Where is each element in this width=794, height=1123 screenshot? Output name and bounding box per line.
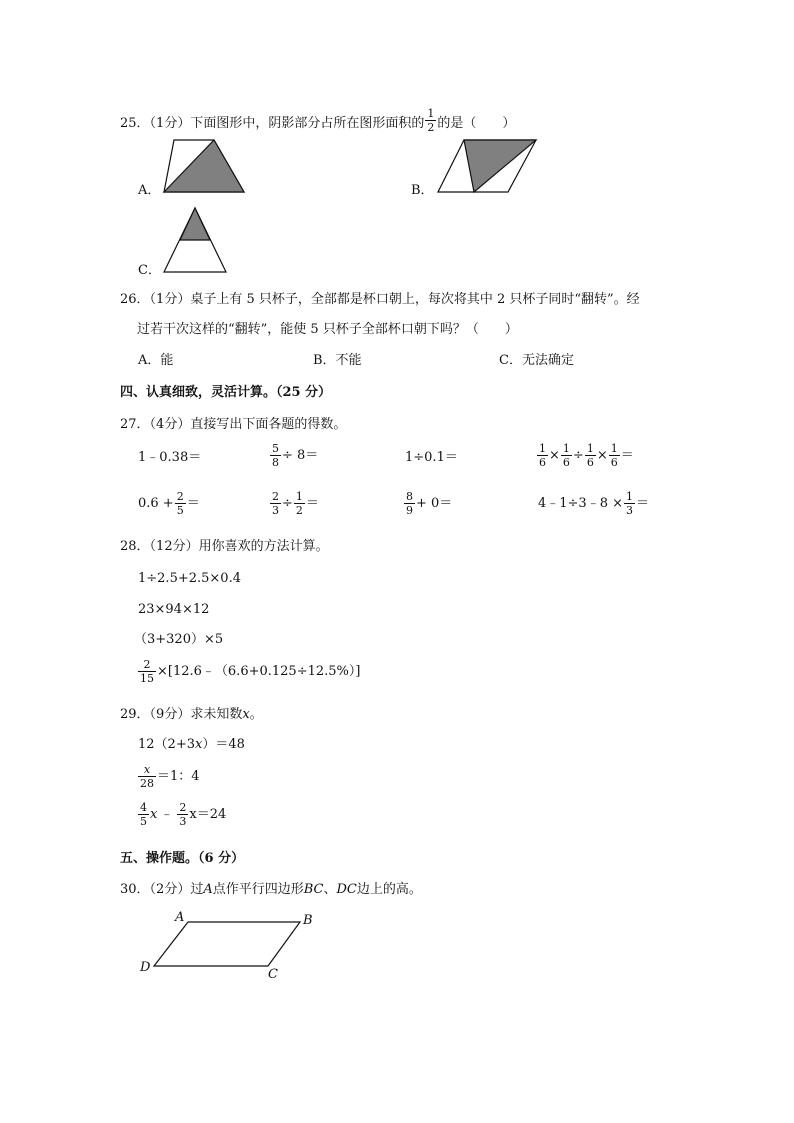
q26-line1: 26．（1分）桌子上有 5 只杯子，全部都是杯口朝上，每次将其中 2 只杯子同时“翻转”。经 bbox=[120, 292, 640, 307]
section5-heading: 五、操作题。（6 分） bbox=[120, 851, 245, 866]
q28-expr-1: 1÷2.5+2.5×0.4 bbox=[138, 571, 241, 586]
q27-r1c1: 1﹣0.38＝ bbox=[138, 450, 202, 465]
q30-parallelogram bbox=[150, 918, 310, 970]
q27-label: 27．（4分）直接写出下面各题的得数。 bbox=[120, 417, 347, 432]
q29-equation-2: $\frac{x}{28}$ ＝1：4 bbox=[140, 763, 200, 790]
q28-expr-3: （3+320）×5 bbox=[134, 632, 224, 647]
q27-r2c3: $\frac{8}{9}$ + 0＝ bbox=[406, 490, 453, 517]
q27-r1c2: $\frac{5}{8}$ ÷ 8＝ bbox=[272, 442, 319, 469]
q27-r1c4: $\frac{1}{6}$ × $\frac{1}{6}$ ÷ $\frac{1}{6}$ × $\frac{1}{6}$ ＝ bbox=[539, 442, 634, 469]
q25-tail: 的是（ ） bbox=[437, 116, 516, 131]
q27-r2c1: 0.6 + $\frac{2}{5}$ ＝ bbox=[138, 490, 200, 517]
q26-option-c: C．无法确定 bbox=[499, 353, 574, 368]
vertex-label-b: B bbox=[303, 913, 313, 928]
q30-label: 30．（2分）过A点作平行四边形BC、DC边上的高。 bbox=[120, 882, 422, 897]
q26-option-b: B．不能 bbox=[313, 353, 362, 368]
q25-option-b-label: B． bbox=[411, 183, 434, 198]
vertex-label-d: D bbox=[140, 960, 151, 975]
q29-equation-3: $\frac{4}{5}$ x ﹣ $\frac{2}{3}$ x＝24 bbox=[140, 801, 227, 828]
q25-figure-a bbox=[162, 138, 248, 194]
q28-expr-2: 23×94×12 bbox=[138, 602, 210, 617]
q27-r1c3: 1÷0.1＝ bbox=[405, 450, 458, 465]
q26-line2: 过若干次这样的“翻转”，能使 5 只杯子全部杯口朝下吗？（ ） bbox=[137, 322, 518, 337]
q25-figure-b bbox=[436, 138, 540, 194]
q28-expr-4: $\frac{2}{15}$ ×[12.6﹣（6.6+0.125÷12.5%）] bbox=[140, 658, 361, 685]
section4-heading: 四、认真细致，灵活计算。（25 分） bbox=[120, 385, 332, 400]
q25-label: 25．（1分）下面图形中，阴影部分占所在图形面积的 bbox=[120, 116, 425, 131]
q25-option-c-label: C． bbox=[138, 263, 161, 278]
q26-option-a: A．能 bbox=[138, 353, 174, 368]
q29-equation-1: 12（2+3x）＝48 bbox=[138, 737, 245, 752]
q28-label: 28．（12分）用你喜欢的方法计算。 bbox=[120, 539, 329, 554]
q27-r2c4: 4﹣1÷3﹣8 × $\frac{1}{3}$ ＝ bbox=[538, 490, 650, 517]
vertex-label-a: A bbox=[175, 910, 185, 925]
q25-figure-c bbox=[162, 206, 228, 274]
q27-r2c2: $\frac{2}{3}$ ÷ $\frac{1}{2}$ ＝ bbox=[272, 490, 319, 517]
vertex-label-c: C bbox=[268, 967, 278, 982]
q25-fraction: $\frac{1}{2}$ bbox=[427, 107, 435, 134]
parallelogram-abcd bbox=[154, 922, 300, 966]
q29-label: 29．（9分）求未知数x。 bbox=[120, 707, 263, 722]
q25-option-a-label: A． bbox=[138, 183, 161, 198]
q25-question bbox=[120, 107, 516, 136]
